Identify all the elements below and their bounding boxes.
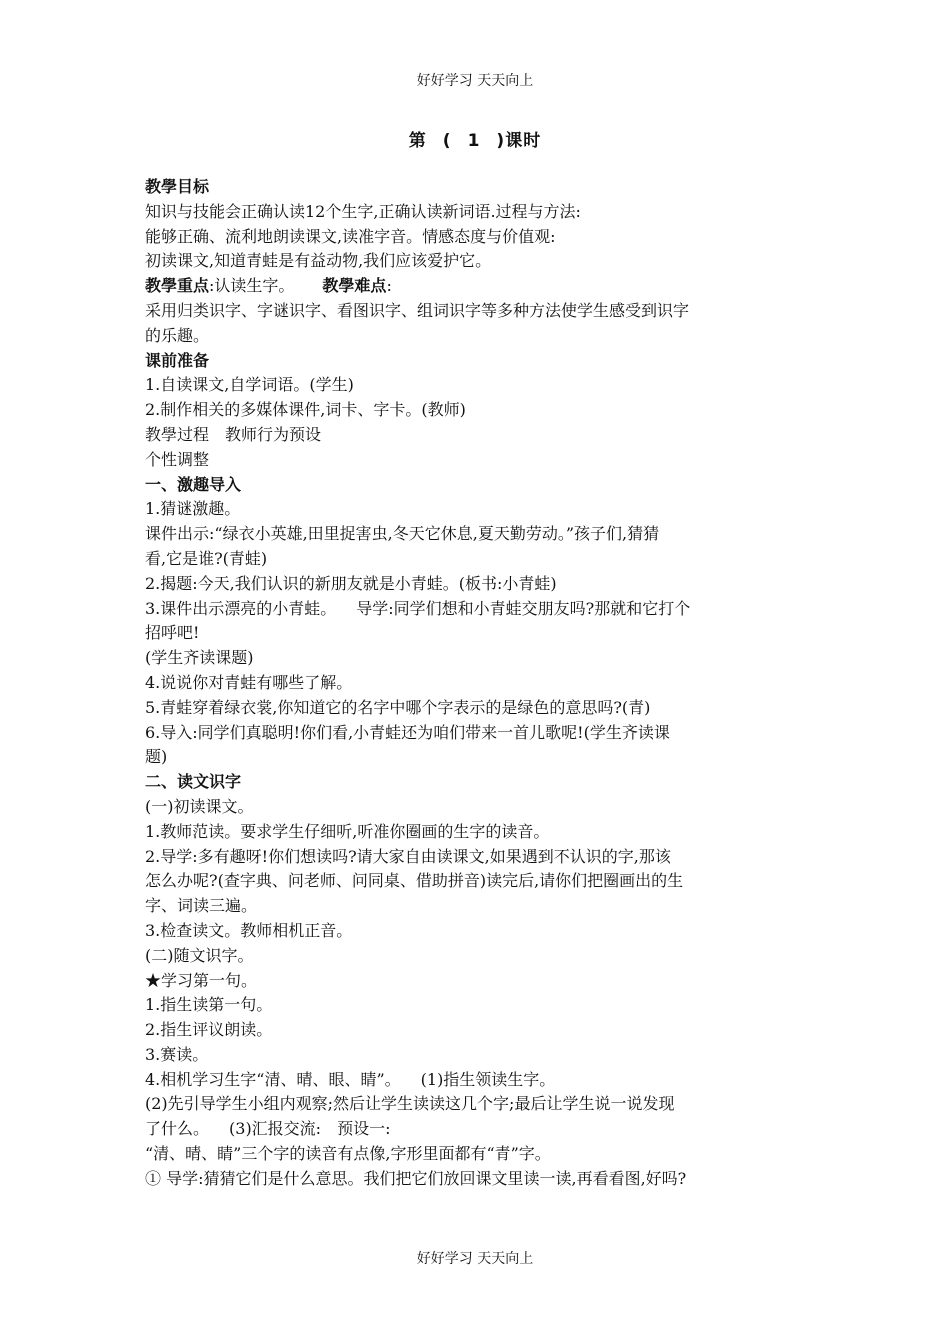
text-line: (二)随文识字。 xyxy=(145,945,254,965)
process-label: 教學过程 xyxy=(145,424,210,444)
text-line: 初读课文,知道青蛙是有益动物,我们应该爱护它。 xyxy=(145,251,492,271)
title-open-paren: ( xyxy=(442,131,452,151)
text-line: ① 导学:猜猜它们是什么意思。我们把它们放回课文里读一读,再看看图,好吗? xyxy=(145,1168,687,1188)
section-heading-reading: 二、读文识字 xyxy=(145,772,242,792)
text-line: 1.教师范读。要求学生仔细听,听准你圈画的生字的读音。 xyxy=(145,821,550,841)
text-line: 怎么办呢?(查字典、问老师、问同桌、借助拼音)读完后,请你们把圈画出的生 xyxy=(145,871,684,891)
text-line: 2.导学:多有趣呀!你们想读吗?请大家自由读课文,如果遇到不认识的字,那该 xyxy=(145,846,671,866)
text-line: 字、词读三遍。 xyxy=(145,896,258,916)
text-line: 1.自读课文,自学词语。(学生) xyxy=(145,375,354,395)
title-number: 1 xyxy=(467,131,481,151)
text-line: 课件出示:“绿衣小英雄,田里捉害虫,冬天它休息,夏天勤劳动。”孩子们,猜猜 xyxy=(145,524,660,544)
page-footer: 好好学习 天天向上 xyxy=(416,1251,534,1267)
title-suffix: )课时 xyxy=(496,131,542,151)
text-line: ★学习第一句。 xyxy=(145,970,258,990)
key-points-text: :认读生字。 xyxy=(209,276,295,296)
text-line: (2)先引导学生小组内观察;然后让学生读读这几个字;最后让学生说一说发现 xyxy=(145,1094,675,1114)
text-line: 能够正确、流利地朗读课文,读准字音。情感态度与价值观: xyxy=(145,226,556,246)
text-line: “清、晴、睛”三个字的读音有点像,字形里面都有“青”字。 xyxy=(145,1144,551,1164)
text-segment: 3.课件出示漂亮的小青蛙。 xyxy=(145,598,337,618)
text-line: 1.指生读第一句。 xyxy=(145,995,273,1015)
text-segment: (1)指生领读生字。 xyxy=(420,1069,556,1089)
text-line: 知识与技能会正确认读12个生字,正确认读新词语.过程与方法: xyxy=(145,201,581,221)
text-line: 2.制作相关的多媒体课件,词卡、字卡。(教师) xyxy=(145,400,466,420)
title-prefix: 第 xyxy=(408,131,427,151)
text-segment: 了什么。 xyxy=(145,1119,210,1139)
text-segment: 4.相机学习生字“清、晴、眼、睛”。 xyxy=(145,1069,401,1089)
text-line xyxy=(145,1068,811,1093)
section-heading-key-points: 教學重点 xyxy=(145,276,210,296)
text-line: 2.指生评议朗读。 xyxy=(145,1020,273,1040)
text-line xyxy=(145,597,811,622)
lesson-body xyxy=(145,175,811,1192)
text-line: 1.猜谜激趣。 xyxy=(145,499,241,519)
section-heading-preparation: 课前准备 xyxy=(145,350,210,370)
text-line: (学生齐读课题) xyxy=(145,648,254,668)
text-line: 5.青蛙穿着绿衣裳,你知道它的名字中哪个字表示的是绿色的意思吗?(青) xyxy=(145,697,651,717)
text-line: 3.赛读。 xyxy=(145,1044,209,1064)
text-segment: (3)汇报交流: xyxy=(229,1119,322,1139)
text-line xyxy=(145,1117,811,1142)
section-heading-intro: 一、激趣导入 xyxy=(145,474,242,494)
text-line: 6.导入:同学们真聪明!你们看,小青蛙还为咱们带来一首儿歌呢!(学生齐读课 xyxy=(145,722,670,742)
text-segment: 预设一: xyxy=(337,1119,391,1139)
text-line: 3.检查读文。教师相机正音。 xyxy=(145,920,353,940)
text-line: (一)初读课文。 xyxy=(145,796,254,816)
text-line: 采用归类识字、字谜识字、看图识字、组词识字等多种方法使学生感受到识字 xyxy=(145,300,690,320)
text-line: 看,它是谁?(青蛙) xyxy=(145,548,268,568)
text-line: 题) xyxy=(145,747,168,767)
text-line: 招呼吧! xyxy=(145,623,200,643)
text-line: 4.说说你对青蛙有哪些了解。 xyxy=(145,672,353,692)
difficulties-text: : xyxy=(386,276,392,296)
section-heading-difficulties: 教學难点 xyxy=(322,276,387,296)
section-heading-objectives: 教學目标 xyxy=(145,177,210,196)
text-line: 的乐趣。 xyxy=(145,325,210,345)
text-segment: 导学:同学们想和小青蛙交朋友吗?那就和它打个 xyxy=(356,598,691,618)
teacher-behavior-label: 教师行为预设 xyxy=(225,424,322,444)
text-line: 个性调整 xyxy=(145,449,210,469)
process-line xyxy=(145,423,811,448)
key-difficulty-line xyxy=(145,274,811,299)
page-header: 好好学习 天天向上 xyxy=(416,73,534,89)
lesson-title xyxy=(0,126,950,151)
text-line: 2.揭题:今天,我们认识的新朋友就是小青蛙。(板书:小青蛙) xyxy=(145,573,557,593)
